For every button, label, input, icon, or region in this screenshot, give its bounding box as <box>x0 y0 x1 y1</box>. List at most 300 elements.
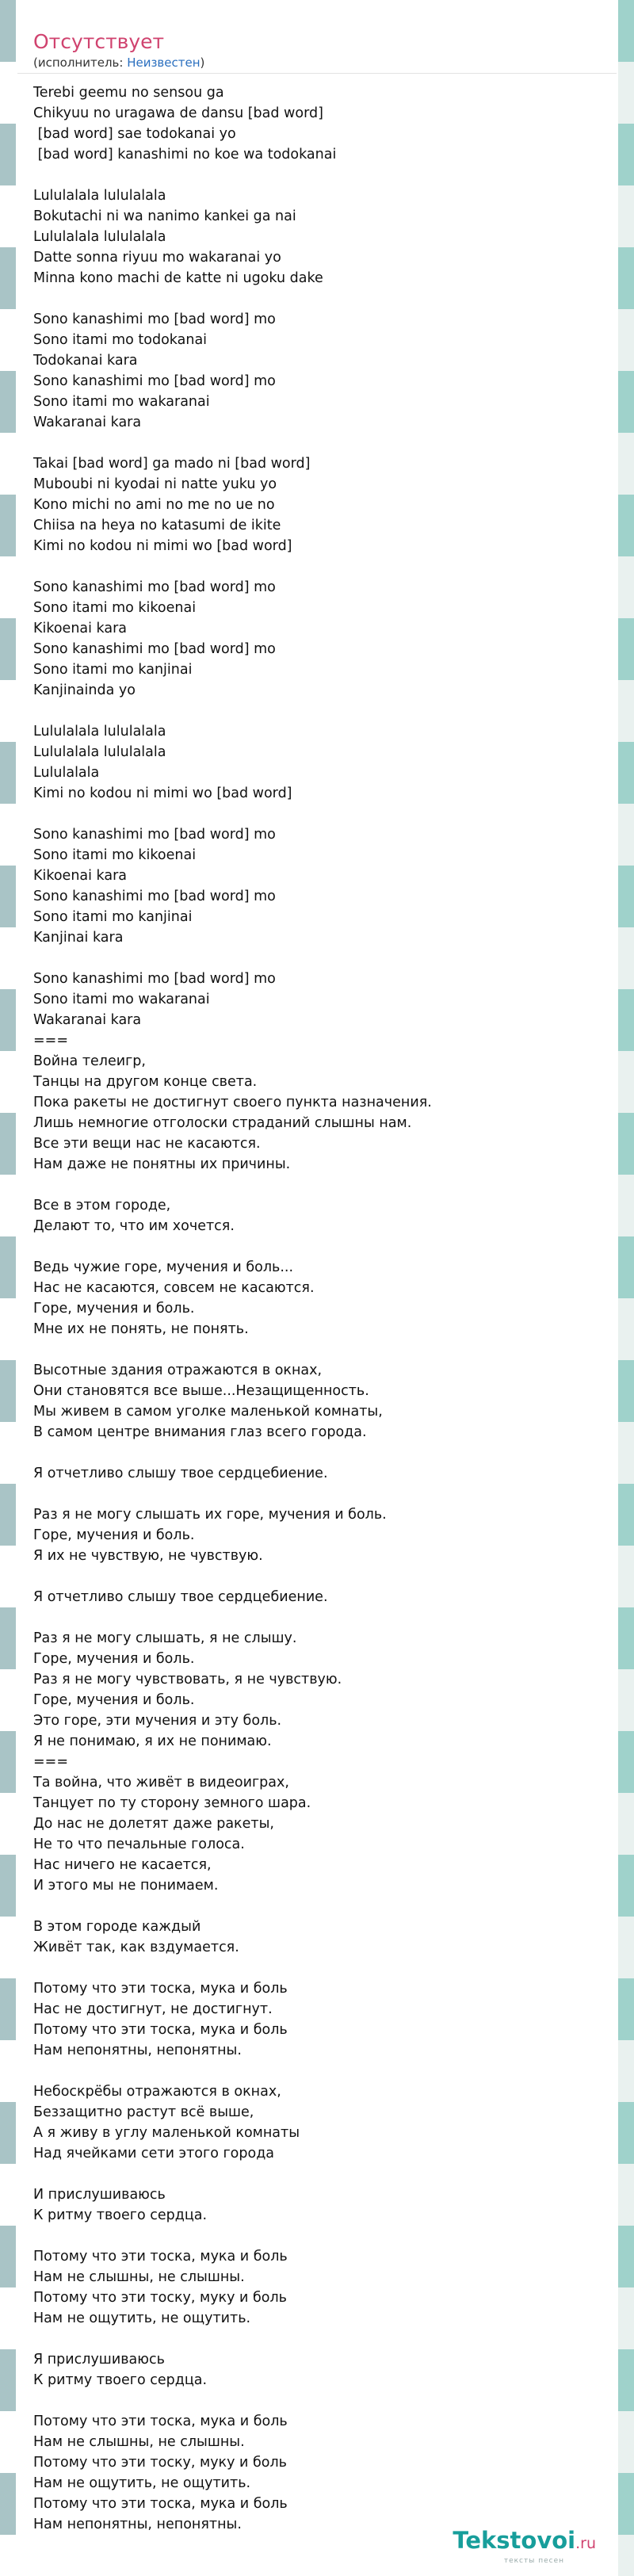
stripe-block <box>618 2287 634 2308</box>
stripe-block <box>618 1978 634 1999</box>
stripe-block <box>618 1855 634 1875</box>
stripe-block <box>618 1154 634 1175</box>
stripe-block <box>0 185 16 206</box>
stripe-block <box>0 103 16 124</box>
stripe-block <box>618 1752 634 1772</box>
stripe-block <box>618 1628 634 1649</box>
stripe-block <box>618 1566 634 1587</box>
stripe-block <box>618 1195 634 1216</box>
stripe-block <box>0 412 16 433</box>
stripe-block <box>0 1690 16 1710</box>
stripe-block <box>0 474 16 495</box>
lyric-line: Lululalala lululalala <box>33 724 166 740</box>
stripe-block <box>0 2226 16 2246</box>
stripe-block <box>0 1030 16 1051</box>
stripe-block <box>0 1978 16 1999</box>
stripe-block <box>0 1422 16 1443</box>
stripe-block <box>618 2452 634 2473</box>
stripe-block <box>0 268 16 289</box>
lyric-line: Takai [bad word] ga mado ni [bad word] <box>33 456 311 472</box>
stripe-block <box>618 1340 634 1360</box>
stripe-block <box>0 2535 16 2555</box>
site-logo[interactable] <box>453 2527 596 2565</box>
lyric-line: Раз я не могу чувствовать, я не чувствую. <box>33 1672 342 1687</box>
stripe-block <box>0 206 16 227</box>
stripe-block <box>618 2246 634 2267</box>
stripe-block <box>0 144 16 165</box>
stanza-break <box>33 1340 604 1360</box>
stripe-block <box>0 1360 16 1381</box>
stripe-block <box>618 2102 634 2123</box>
stripe-block <box>618 1133 634 1154</box>
stripe-block <box>618 1381 634 1401</box>
lyric-line: Мне их не понять, не понять. <box>33 1321 249 1337</box>
stripe-block <box>618 2349 634 2370</box>
lyric-line: Нас не касаются, совсем не касаются. <box>33 1280 315 1296</box>
lyric-line: Мы живем в самом уголке маленькой комнаты, <box>33 1404 383 1420</box>
stripe-block <box>0 598 16 618</box>
stripe-block <box>618 639 634 659</box>
lyric-line: Sono itami mo wakaranai <box>33 394 210 410</box>
stripe-block <box>0 989 16 1010</box>
stripe-block <box>0 639 16 659</box>
stripe-block <box>618 1319 634 1340</box>
lyric-line: Небоскрёбы отражаются в окнах, <box>33 2084 281 2100</box>
stripe-block <box>0 1752 16 1772</box>
stripe-block <box>618 721 634 742</box>
stripe-block <box>0 2164 16 2184</box>
lyric-line: Беззащитно растут всё выше, <box>33 2104 254 2120</box>
lyric-line: К ритму твоего сердца. <box>33 2372 208 2388</box>
stripe-block <box>0 1958 16 1978</box>
stripe-block <box>618 2205 634 2226</box>
stripe-block <box>618 1463 634 1484</box>
stripe-block <box>618 1917 634 1937</box>
stripe-block <box>0 1649 16 1669</box>
lyric-line: Muboubi ni kyodai ni natte yuku yo <box>33 476 277 492</box>
stripe-block <box>0 1917 16 1937</box>
lyric-line: Живёт так, как вздумается. <box>33 1940 239 1955</box>
stripe-block <box>618 2473 634 2494</box>
stripe-block <box>0 536 16 556</box>
logo-name: Tekstovoi <box>453 2527 576 2554</box>
stanza-break <box>33 2329 604 2349</box>
stripe-block <box>618 0 634 21</box>
stripe-block <box>618 1298 634 1319</box>
stripe-block <box>618 948 634 969</box>
stripe-block <box>0 1587 16 1607</box>
lyric-line: Горе, мучения и боль. <box>33 1692 195 1708</box>
lyric-line: Высотные здания отражаются в окнах, <box>33 1363 323 1378</box>
stripe-block <box>0 2123 16 2143</box>
lyric-line: Datte sonna riyuu mo wakaranai yo <box>33 250 281 266</box>
stripe-block <box>618 1092 634 1113</box>
stripe-block <box>0 618 16 639</box>
lyric-line: Это горе, эти мучения и эту боль. <box>33 1713 282 1729</box>
stripe-block <box>0 1463 16 1484</box>
stripe-block <box>618 2184 634 2205</box>
stripe-block <box>618 392 634 412</box>
stripe-block <box>618 701 634 721</box>
stripe-block <box>618 227 634 247</box>
stripe-block <box>0 948 16 969</box>
stripe-block <box>618 1072 634 1092</box>
lyric-line: И прислушиваюсь <box>33 2187 166 2203</box>
stripe-block <box>0 1875 16 1896</box>
stripe-block <box>618 1401 634 1422</box>
song-title: Отсутствует <box>33 30 165 53</box>
lyric-line: Sono kanashimi mo [bad word] mo <box>33 827 276 843</box>
stripe-block <box>618 2329 634 2349</box>
stripe-block <box>618 907 634 927</box>
stripe-block <box>618 21 634 41</box>
stripe-block <box>0 2081 16 2102</box>
stripe-block <box>618 1030 634 1051</box>
stripe-block <box>618 2308 634 2329</box>
stripe-block <box>0 1298 16 1319</box>
lyric-line: Танцы на другом конце света. <box>33 1074 258 1090</box>
lyric-line: Bokutachi ni wa nanimo kankei ga nai <box>33 208 296 224</box>
lyric-line: Нам не ощутить, не ощутить. <box>33 2475 251 2491</box>
stripe-block <box>618 289 634 309</box>
stripe-block <box>618 927 634 948</box>
logo-tagline: тексты песен <box>503 2557 564 2565</box>
lyric-line: Война телеигр, <box>33 1053 146 1069</box>
lyrics-text <box>33 82 604 2535</box>
stripe-block <box>0 62 16 82</box>
stripe-block <box>618 1937 634 1958</box>
lyric-line: Я не понимаю, я их не понимаю. <box>33 1733 272 1749</box>
stanza-break <box>33 1443 604 1463</box>
stripe-block <box>618 742 634 762</box>
stripe-block <box>0 2040 16 2061</box>
stanza-break <box>33 2164 604 2184</box>
stripe-block <box>618 618 634 639</box>
lyric-line: Kimi no kodou ni mimi wo [bad word] <box>33 785 292 801</box>
stripe-block <box>618 350 634 371</box>
stripe-block <box>0 2370 16 2391</box>
stripe-block <box>618 1587 634 1607</box>
stripe-block <box>0 1051 16 1072</box>
stripe-block <box>0 1896 16 1917</box>
lyric-line: Горе, мучения и боль. <box>33 1301 195 1317</box>
stripe-block <box>0 82 16 103</box>
lyric-line: Потому что эти тоска, мука и боль <box>33 2496 288 2512</box>
stripe-block <box>0 1937 16 1958</box>
lyrics-page <box>17 0 617 2576</box>
stripe-block <box>0 762 16 783</box>
stripe-block <box>0 1855 16 1875</box>
stripe-block <box>618 206 634 227</box>
stripe-block <box>618 1834 634 1855</box>
lyric-line: Sono itami mo kanjinai <box>33 662 193 678</box>
lyric-line: Потому что эти тоска, мука и боль <box>33 2022 288 2038</box>
lyric-line: И этого мы не понимаем. <box>33 1878 219 1894</box>
stripe-block <box>618 268 634 289</box>
stripe-block <box>0 330 16 350</box>
lyric-line: Лишь немногие отголоски страданий слышны нам. <box>33 1115 412 1131</box>
stripe-block <box>0 1834 16 1855</box>
artist-link[interactable]: Неизвестен <box>127 55 201 70</box>
stripe-block <box>618 309 634 330</box>
stripe-block <box>618 2226 634 2246</box>
stripe-block <box>0 453 16 474</box>
lyric-line: Sono kanashimi mo [bad word] mo <box>33 373 276 389</box>
lyric-line: Sono itami mo todokanai <box>33 332 208 348</box>
stripe-block <box>0 247 16 268</box>
lyric-line: [bad word] kanashimi no koe wa todokanai <box>33 147 337 162</box>
stripe-block <box>0 1504 16 1525</box>
stripe-block <box>618 659 634 680</box>
stripe-block <box>618 680 634 701</box>
stripe-block <box>618 515 634 536</box>
stripe-block <box>618 2123 634 2143</box>
stripe-block <box>618 1504 634 1525</box>
lyric-line: Sono itami mo kikoenai <box>33 600 197 616</box>
subtitle-prefix: (исполнитель: <box>33 55 128 70</box>
stripe-block <box>618 1649 634 1669</box>
stripe-block <box>0 2391 16 2411</box>
lyric-line: Sono itami mo kanjinai <box>33 909 193 925</box>
stripe-block <box>0 1092 16 1113</box>
stripe-block <box>0 2494 16 2514</box>
stripe-block <box>0 433 16 453</box>
logo-wordmark <box>453 2527 596 2557</box>
stanza-break <box>33 2226 604 2246</box>
stripe-block <box>618 2411 634 2432</box>
stripe-block <box>0 2267 16 2287</box>
stripe-block <box>0 21 16 41</box>
lyric-line: Chiisa na heya no katasumi de ikite <box>33 518 281 533</box>
stripe-block <box>0 659 16 680</box>
stripe-block <box>0 2020 16 2040</box>
stripe-block <box>0 556 16 577</box>
stripe-block <box>618 886 634 907</box>
stripe-block <box>618 598 634 618</box>
stripe-block <box>618 412 634 433</box>
lyric-line: Lululalala <box>33 765 100 781</box>
lyric-line: Не то что печальные голоса. <box>33 1836 245 1852</box>
lyric-line: Все в этом городе, <box>33 1198 171 1213</box>
lyric-line: Sono kanashimi mo [bad word] mo <box>33 889 276 904</box>
stripe-block <box>0 1401 16 1422</box>
lyric-line: Раз я не могу слышать их горе, мучения и боль. <box>33 1507 387 1523</box>
left-decorative-stripes <box>0 0 16 2576</box>
header-divider <box>17 73 617 74</box>
stripe-block <box>0 1443 16 1463</box>
stripe-block <box>0 1319 16 1340</box>
stripe-block <box>618 2143 634 2164</box>
stripe-block <box>0 371 16 392</box>
stripe-block <box>0 1546 16 1566</box>
stripe-block <box>618 371 634 392</box>
stripe-block <box>0 165 16 185</box>
lyric-line: Я их не чувствую, не чувствую. <box>33 1548 263 1564</box>
lyric-line: Танцует по ту сторону земного шара. <box>33 1795 311 1811</box>
stripe-block <box>618 2432 634 2452</box>
stripe-block <box>618 1236 634 1257</box>
lyric-line: Потому что эти тоску, муку и боль <box>33 2290 287 2306</box>
stripe-block <box>618 762 634 783</box>
stripe-block <box>0 804 16 824</box>
stripe-block <box>618 2370 634 2391</box>
stripe-block <box>618 2020 634 2040</box>
lyric-line: Terebi geemu no sensou ga <box>33 85 224 101</box>
stripe-block <box>0 1525 16 1546</box>
stripe-block <box>0 41 16 62</box>
lyric-line: [bad word] sae todokanai yo <box>33 126 236 142</box>
lyric-line: Все эти вещи нас не касаются. <box>33 1136 261 1152</box>
lyric-line: Kono michi no ami no me no ue no <box>33 497 275 513</box>
lyric-line: В самом центре внимания глаз всего города. <box>33 1424 367 1440</box>
stripe-block <box>0 1133 16 1154</box>
stripe-block <box>0 2514 16 2535</box>
stripe-block <box>618 1669 634 1690</box>
stripe-block <box>0 2432 16 2452</box>
stripe-block <box>0 0 16 21</box>
stripe-block <box>0 2061 16 2081</box>
stripe-block <box>0 1236 16 1257</box>
lyric-line: Потому что эти тоска, мука и боль <box>33 2414 288 2429</box>
stripe-block <box>0 1628 16 1649</box>
lyric-line: Sono itami mo kikoenai <box>33 847 197 863</box>
stripe-block <box>0 824 16 845</box>
lyric-line: Kikoenai kara <box>33 621 128 636</box>
stripe-block <box>0 350 16 371</box>
lyric-line: Нас не достигнут, не достигнут. <box>33 2001 273 2017</box>
stripe-block <box>618 2514 634 2535</box>
stripe-block <box>618 124 634 144</box>
stripe-block <box>0 1154 16 1175</box>
stripe-block <box>618 2535 634 2555</box>
stripe-block <box>618 1896 634 1917</box>
stripe-block <box>0 907 16 927</box>
stanza-break <box>33 1896 604 1917</box>
stripe-block <box>0 680 16 701</box>
stripe-block <box>0 1484 16 1504</box>
stripe-block <box>618 1051 634 1072</box>
stripe-block <box>618 1731 634 1752</box>
stanza-break <box>33 1484 604 1504</box>
stanza-break <box>33 1236 604 1257</box>
stripe-block <box>618 1999 634 2020</box>
lyric-line: Sono kanashimi mo [bad word] mo <box>33 641 276 657</box>
lyric-line: Та война, что живёт в видеоиграх, <box>33 1775 289 1791</box>
stripe-block <box>618 1010 634 1030</box>
lyric-line: Над ячейками сети этого города <box>33 2146 275 2161</box>
stripe-block <box>0 1566 16 1587</box>
stripe-block <box>0 2143 16 2164</box>
stanza-break <box>33 1175 604 1195</box>
lyric-line: Нам не ощутить, не ощутить. <box>33 2310 251 2326</box>
lyric-line: Lululalala lululalala <box>33 229 166 245</box>
lyric-line: Minna kono machi de katte ni ugoku dake <box>33 270 323 286</box>
stripe-block <box>0 1072 16 1092</box>
stripe-block <box>0 2308 16 2329</box>
stripe-block <box>618 1525 634 1546</box>
stanza-break <box>33 701 604 721</box>
stripe-block <box>618 103 634 124</box>
stripe-block <box>0 1257 16 1278</box>
stripe-block <box>618 2494 634 2514</box>
stripe-block <box>618 41 634 62</box>
stripe-block <box>0 1175 16 1195</box>
stripe-block <box>0 1216 16 1236</box>
lyric-line: Потому что эти тоска, мука и боль <box>33 1981 288 1997</box>
lyric-line: Потому что эти тоска, мука и боль <box>33 2249 288 2265</box>
stripe-block <box>618 1216 634 1236</box>
lyric-line: Sono kanashimi mo [bad word] mo <box>33 579 276 595</box>
stripe-block <box>0 289 16 309</box>
stripe-block <box>0 2473 16 2494</box>
stripe-block <box>618 969 634 989</box>
stripe-block <box>0 1340 16 1360</box>
stanza-break <box>33 1958 604 1978</box>
stripe-block <box>0 2246 16 2267</box>
stripe-block <box>618 2061 634 2081</box>
stripe-block <box>0 2205 16 2226</box>
stripe-block <box>0 742 16 762</box>
stripe-block <box>0 495 16 515</box>
lyric-line: Нам непонятны, непонятны. <box>33 2517 242 2532</box>
stripe-block <box>618 1690 634 1710</box>
lyric-line: Нас ничего не касается, <box>33 1857 212 1873</box>
lyric-line: В этом городе каждый <box>33 1919 201 1935</box>
stripe-block <box>0 124 16 144</box>
lyric-line: Wakaranai kara <box>33 1012 142 1028</box>
stripe-block <box>618 2164 634 2184</box>
lyric-line: Lululalala lululalala <box>33 188 166 204</box>
stripe-block <box>618 165 634 185</box>
stanza-break <box>33 433 604 453</box>
stripe-block <box>618 2267 634 2287</box>
lyric-line: === <box>33 1754 68 1770</box>
stripe-block <box>0 227 16 247</box>
stripe-block <box>0 866 16 886</box>
lyric-line: Kanjinai kara <box>33 930 124 946</box>
stripe-block <box>618 330 634 350</box>
stripe-block <box>618 824 634 845</box>
stripe-block <box>618 474 634 495</box>
logo-domain: .ru <box>575 2535 596 2552</box>
stripe-block <box>618 1546 634 1566</box>
lyric-line: Горе, мучения и боль. <box>33 1651 195 1667</box>
lyric-line: Sono itami mo wakaranai <box>33 992 210 1007</box>
lyric-line: Они становятся все выше...Незащищенность. <box>33 1383 369 1399</box>
song-subtitle <box>33 55 204 70</box>
stanza-break <box>33 2061 604 2081</box>
stripe-block <box>0 1607 16 1628</box>
stripe-block <box>0 969 16 989</box>
stripe-block <box>618 453 634 474</box>
stanza-break <box>33 165 604 185</box>
stripe-block <box>618 2391 634 2411</box>
stripe-block <box>618 1607 634 1628</box>
stripe-block <box>618 989 634 1010</box>
stripe-block <box>618 433 634 453</box>
stripe-block <box>0 1814 16 1834</box>
stripe-block <box>618 1772 634 1793</box>
stripe-block <box>0 701 16 721</box>
stripe-block <box>0 1195 16 1216</box>
stripe-block <box>618 62 634 82</box>
stripe-block <box>0 1669 16 1690</box>
lyric-line: Нам не слышны, не слышны. <box>33 2269 245 2285</box>
stripe-block <box>618 536 634 556</box>
lyric-line: Горе, мучения и боль. <box>33 1527 195 1543</box>
stripe-block <box>618 1360 634 1381</box>
stripe-block <box>618 1958 634 1978</box>
